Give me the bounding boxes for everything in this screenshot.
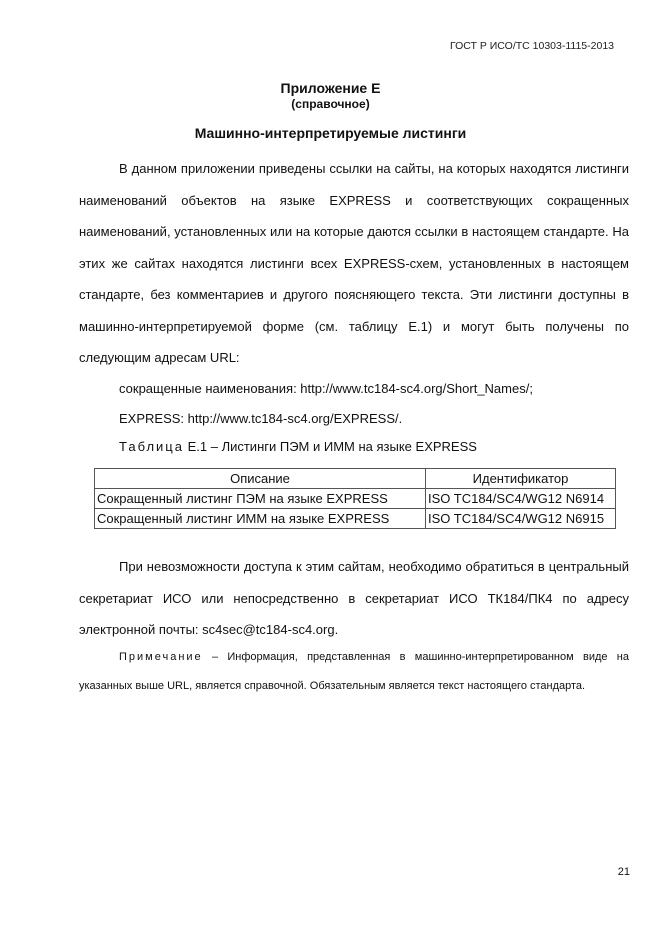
standard-header: ГОСТ Р ИСО/ТС 10303-1115-2013 (450, 40, 614, 52)
appendix-subtitle: (справочное) (291, 97, 370, 111)
access-paragraph: При невозможности доступа к этим сайтам, необходимо обратиться в центральный секретариат ИСО или непосредственно в секретариат ИСО ТК184/ПК4 по адресу электронной почты: sc4sec@tc184-sc4.org. (79, 559, 629, 637)
column-header-identifier: Идентификатор (426, 469, 616, 489)
url-express: EXPRESS: http://www.tc184-sc4.org/EXPRESS/. (119, 410, 403, 426)
table-cell-identifier: ISO TC184/SC4/WG12 N6915 (426, 509, 616, 529)
intro-block (79, 153, 629, 460)
table-cell-description: Сокращенный листинг ИММ на языке EXPRESS (95, 509, 426, 529)
access-block (79, 551, 629, 646)
table-cell-description: Сокращенный листинг ПЭМ на языке EXPRESS (95, 489, 426, 509)
table-caption-text: Е.1 – Листинги ПЭМ и ИММ на языке EXPRESS (183, 438, 477, 454)
note-text: – Информация, представленная в машинно-интерпретированном виде на указанных выше URL, является справочной. Обязательным является текст настоящего стандарта. (79, 651, 629, 692)
intro-paragraph: В данном приложении приведены ссылки на сайты, на которых находятся листинги наименований объектов на языке EXPRESS и соответствующих сокращенных наименований, установленных или на которые даются ссылки в настоящем стандарте. На этих же сайтах находятся листинги всех EXPRESS-схем, установленных в настоящем стандарте, без комментариев и другого поясняющего текста. Эти листинги доступны в машинно-интерпретируемой форме (см. таблицу Е.1) и могут быть получены по следующим адресам URL: (79, 161, 629, 365)
column-header-description: Описание (95, 469, 426, 489)
table-row (95, 489, 616, 509)
note-label: Примечание (119, 651, 203, 663)
page-number: 21 (617, 866, 630, 878)
section-title: Машинно-интерпретируемые листинги (194, 125, 467, 141)
table-cell-identifier: ISO TC184/SC4/WG12 N6914 (426, 489, 616, 509)
table-caption (79, 434, 629, 460)
table-row (95, 509, 616, 529)
note-block (79, 643, 629, 701)
table-header-row (95, 469, 616, 489)
url-short-names: сокращенные наименования: http://www.tc184-sc4.org/Short_Names/; (119, 380, 533, 396)
table-caption-label: Таблица (119, 438, 184, 454)
note-paragraph (79, 643, 629, 701)
appendix-title-block (0, 80, 661, 112)
listings-table (94, 468, 616, 529)
appendix-title: Приложение Е (280, 80, 381, 96)
